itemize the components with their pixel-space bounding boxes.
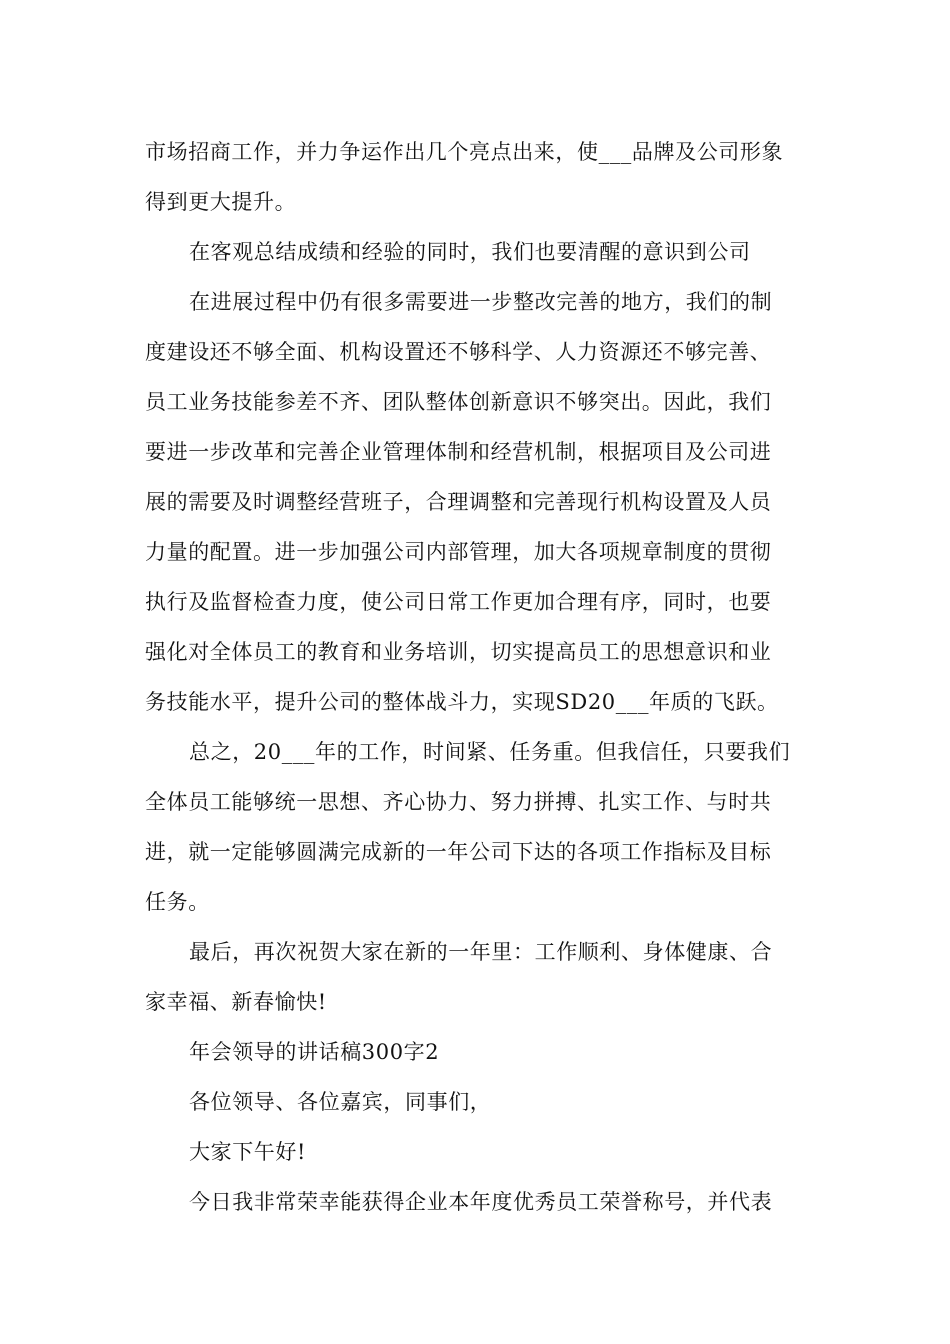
paragraph-line: 总之，20___年的工作，时间紧、任务重。但我信任，只要我们 (189, 740, 791, 764)
paragraph-line: 力量的配置。进一步加强公司内部管理，加大各项规章制度的贯彻 (145, 540, 772, 564)
paragraph-line: 在客观总结成绩和经验的同时，我们也要清醒的意识到公司 (189, 240, 751, 264)
paragraph-line: 任务。 (145, 890, 210, 914)
paragraph-line: 各位领导、各位嘉宾，同事们， (189, 1090, 492, 1114)
paragraph-line: 市场招商工作，并力争运作出几个亮点出来，使___品牌及公司形象 (145, 140, 784, 164)
paragraph-line: 今日我非常荣幸能获得企业本年度优秀员工荣誉称号，并代表 (189, 1190, 773, 1214)
paragraph-line: 员工业务技能参差不齐、团队整体创新意识不够突出。因此，我们 (145, 390, 772, 414)
paragraph-line: 家幸福、新春愉快! (145, 990, 327, 1014)
paragraph-line: 得到更大提升。 (145, 190, 297, 214)
paragraph-line: 进，就一定能够圆满完成新的一年公司下达的各项工作指标及目标 (145, 840, 772, 864)
paragraph-line: 最后，再次祝贺大家在新的一年里：工作顺利、身体健康、合 (189, 940, 773, 964)
section-heading: 年会领导的讲话稿300字2 (189, 1040, 440, 1064)
paragraph-line: 要进一步改革和完善企业管理体制和经营机制，根据项目及公司进 (145, 440, 772, 464)
paragraph-line: 务技能水平，提升公司的整体战斗力，实现SD20___年质的飞跃。 (145, 690, 779, 714)
paragraph-line: 执行及监督检查力度，使公司日常工作更加合理有序，同时，也要 (145, 590, 772, 614)
paragraph-line: 度建设还不够全面、机构设置还不够科学、人力资源还不够完善、 (145, 340, 772, 364)
paragraph-line: 展的需要及时调整经营班子，合理调整和完善现行机构设置及人员 (145, 490, 772, 514)
paragraph-line: 强化对全体员工的教育和业务培训，切实提高员工的思想意识和业 (145, 640, 772, 664)
paragraph-line: 在进展过程中仍有很多需要进一步整改完善的地方，我们的制 (189, 290, 773, 314)
paragraph-line: 全体员工能够统一思想、齐心协力、努力拼搏、扎实工作、与时共 (145, 790, 772, 814)
paragraph-line: 大家下午好! (189, 1140, 307, 1164)
